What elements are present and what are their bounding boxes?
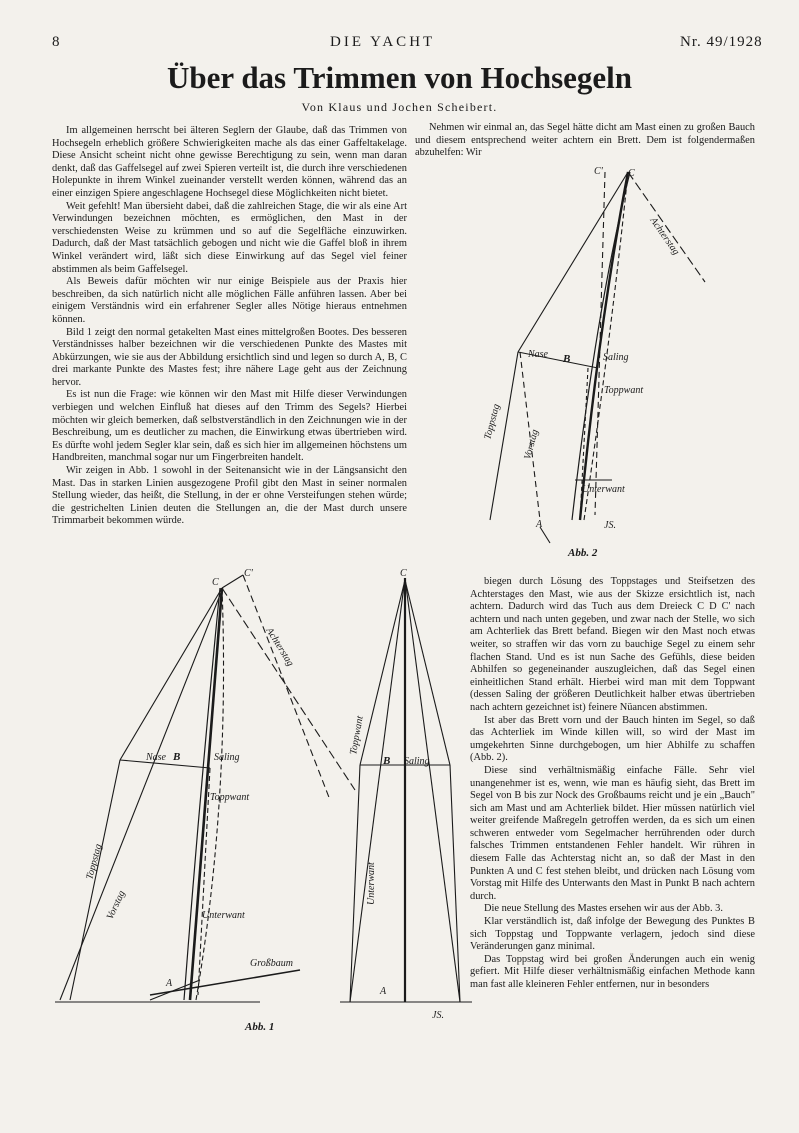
abb2-label-toppstag: Toppstag — [482, 402, 503, 441]
paragraph: Ist aber das Brett vorn und der Bauch hinten im Segel, so daß das Achterliek im Winde killen will, so wird der Mast im umgekehrten Sinne durchgebogen, um hier Abhilfe zu schaffen (Abb. 2). — [470, 714, 755, 764]
issue-number: Nr. 49/1928 — [680, 34, 763, 50]
abb1-front-label-saling: Saling — [404, 756, 430, 767]
paragraph: Die neue Stellung des Mastes ersehen wir aus der Abb. 3. — [484, 903, 723, 915]
abb1-label-unterwant: Unterwant — [202, 910, 245, 921]
abb1-label-toppwant: Toppwant — [210, 792, 250, 803]
abb2-label-c-prime: C' — [594, 166, 603, 177]
abb1-label-toppstag: Toppstag — [84, 842, 105, 881]
abb1-label-c-prime: C' — [244, 568, 253, 579]
abb1-front-label-unterwant: Unterwant — [366, 862, 377, 905]
paragraph: Als Beweis dafür möchten wir nur einige Beispiele aus der Praxis hier beschreiben, da sich natürlich nicht alle möglichen Fälle anführen lassen. Aber bei einigem Verständnis wird ein erfahrener Segler alles Nötige hieraus entnehmen können. — [52, 276, 407, 325]
abb2-label-unterwant: Unterwant — [582, 484, 625, 495]
article-byline: Von Klaus und Jochen Scheibert. — [301, 100, 498, 114]
abb1-label-grossbaum: Großbaum — [250, 958, 293, 969]
article-title: Über das Trimmen von Hochsegeln — [166, 60, 632, 95]
paragraph: Diese sind verhältnismäßig einfache Fälle. Sehr viel unangenehmer ist es, wenn, wie man es häufig sieht, das Brett im Segel von B bis zur Nock des Großbaums reicht und je ein „Bauch" sich am Mast und am Achterliek bildet. Hier müssen natürlich viel weiter greifende Maßregeln getroffen werden, da es sich um einen schweren entweder vom Segelmacher herrührenden oder durch falsches Trimmen entstandenen Fehler handelt. Wir rühren in diesem Falle das Achterstag nicht an, so daß der Mast in den Punkten A und C fest stehen bleibt, und drücken nach Lösung vom Vorstag mit Hilfe des Unterwants den Mast in Punkt B nach achtern durch. — [470, 764, 755, 902]
abb1-front-diagram — [340, 578, 472, 1002]
abb1-front-label-b: B — [383, 755, 391, 767]
abb1-caption: Abb. 1 — [245, 1021, 275, 1033]
paragraph: biegen durch Lösung des Toppstages und Steifsetzen des Achterstages den Mast, wie aus der Skizze ersichtlich ist, nach achtern. Dadurch wird das Tuch aus dem Dreieck C D C' nach achtern und nach unten gegeben, und zwar nach der Stelle, wo sich am Achterliek das Brett befand. Biegen wir den Mast noch etwas weiter, so straffen wir das vorn zu bauchige Segel zu einem sehr flachen Stand. Und es ist nun Sache des Gefühls, diese beiden Abhilfen so gegeneinander auszugleichen, daß das Segel einen einheitlichen Stand erhält. Hierbei wird man mit dem Toppwant (dessen Saling der größeren Deutlichkeit halber etwas übertrieben nach achtern gezeichnet ist) feinere Nüancen abstimmen. — [470, 576, 755, 713]
paragraph: Bild 1 zeigt den normal getakelten Mast eines mittelgroßen Bootes. Des besseren Verständnisses halber bezeichnen wir die verschiedenen Punkte des Mastes mit Abkürzungen, wie sie aus der Abbildung ersichtlich sind und legen so durch A, B, C drei markante Punkte des Mastes fest; ihre nähere Lage geht aus der Zeichnung hervor. — [52, 326, 407, 388]
abb2-label-achterstag: Achterstag — [647, 215, 682, 258]
paragraph: Weit gefehlt! Man übersieht dabei, daß die zahlreichen Stage, die wir als eine Art Verwindungen bezeichnen möchten, es ermöglichen, den Mast in der verschiedensten Weise zu krümmen und so auf die Segelfläche einzuwirken. Dadurch, daß der Mast tatsächlich gebogen und nicht wie die Gaffel bloß in ihrem Winkel verändert wird, läßt sich diese Einwirkung auf das Segel viel feiner abstimmen als beim Gaffelsegel. — [52, 200, 407, 275]
abb2-label-nase: Nase — [528, 349, 548, 360]
abb1-front-label-c: C — [400, 568, 407, 579]
abb1-front-label-a: A — [380, 986, 387, 997]
paragraph: Wir zeigen in Abb. 1 sowohl in der Seitenansicht wie in der Längsansicht den Mast. Das in starken Linien ausgezogene Profil gibt den Mast in seiner normalen Stellung wieder, das heißt, die Stellung, in der er ohne Versteifungen stehen würde; die gestrichelten Linien deuten die Stellungen an, die der Mast durch unsere Trimmarbeit bekommen würde. — [52, 465, 407, 527]
abb2-label-c: C — [628, 168, 635, 179]
abb1-label-a: A — [166, 978, 173, 989]
abb2-caption: Abb. 2 — [568, 547, 598, 559]
abb1-label-nase: Nase — [146, 752, 166, 763]
abb1-side-diagram — [55, 575, 355, 1002]
abb2-label-b: B — [563, 353, 571, 365]
page-number: 8 — [52, 34, 61, 50]
paragraph: Im allgemeinen herrscht bei älteren Seglern der Glaube, daß das Trimmen von Hochsegeln erheblich größere Schwierigkeiten mache als das einer Gaffeltakelage. Diese Ansicht scheint nicht ohne gewisse Berechtigung zu sein, wenn man daran denkt, daß das Gaffelsegel auf zwei Spieren verteilt ist, die durch ihre verschiedenen Holepunkte in ihrem Winkel zueinander verstellt werden können, während das an einer einzigen Spiere angeschlagene Hochsegel diese Möglichkeiten nicht bietet. — [52, 125, 407, 199]
abb1-front-signature: JS. — [432, 1010, 444, 1021]
abb2-label-a: A — [536, 519, 543, 530]
paragraph: Es ist nun die Frage: wie können wir den Mast mit Hilfe dieser Verwindungen verbiegen und welchen Einfluß hat dieses auf den Trimm des Segels? Hierbei möchten wir gleich bemerken, daß selbstverständlich in den Zeichnungen wie in der Beschreibung, um es deutlicher zu machen, die Einwirkung etwas übertrieben wird. Es dürfte wohl jedem Segler klar sein, daß es sich hier im allgemeinen höchstens um Handbreiten, manchmal sogar nur um Fingerbreiten handelt. — [52, 389, 407, 464]
abb1-label-achterstag: Achterstag — [263, 625, 296, 669]
abb1-front-label-toppwant: Toppwant — [348, 715, 366, 756]
paragraph: Nehmen wir einmal an, das Segel hätte dicht am Mast einen zu großen Bauch und diesem entsprechend weiter achtern ein Brett. Dem ist folgendermaßen abzuhelfen: Wir — [415, 122, 755, 159]
abb2-label-toppwant: Toppwant — [604, 385, 644, 396]
paragraph: Klar verständlich ist, daß infolge der Bewegung des Punktes B sich Toppstag und Toppwante verlagern, jedoch sind diese Veränderungen ganz minimal. — [470, 916, 755, 953]
abb1-label-b: B — [173, 751, 181, 763]
abb2-label-vorstag: Vorstag — [522, 428, 541, 461]
abb1-label-c: C — [212, 577, 219, 588]
magazine-name: DIE YACHT — [330, 34, 436, 50]
abb1-label-saling: Saling — [214, 752, 240, 763]
paragraph: Das Toppstag wird bei großen Änderungen auch ein wenig gefiert. Mit Hilfe dieser verhältnismäßig einfachen Methode kann man fast alle kleineren Fehler entfernen, nur in besonders — [470, 953, 755, 990]
abb2-label-saling: Saling — [603, 352, 629, 363]
abb1-label-vorstag: Vorstag — [104, 888, 128, 922]
abb2-signature: JS. — [604, 520, 616, 531]
